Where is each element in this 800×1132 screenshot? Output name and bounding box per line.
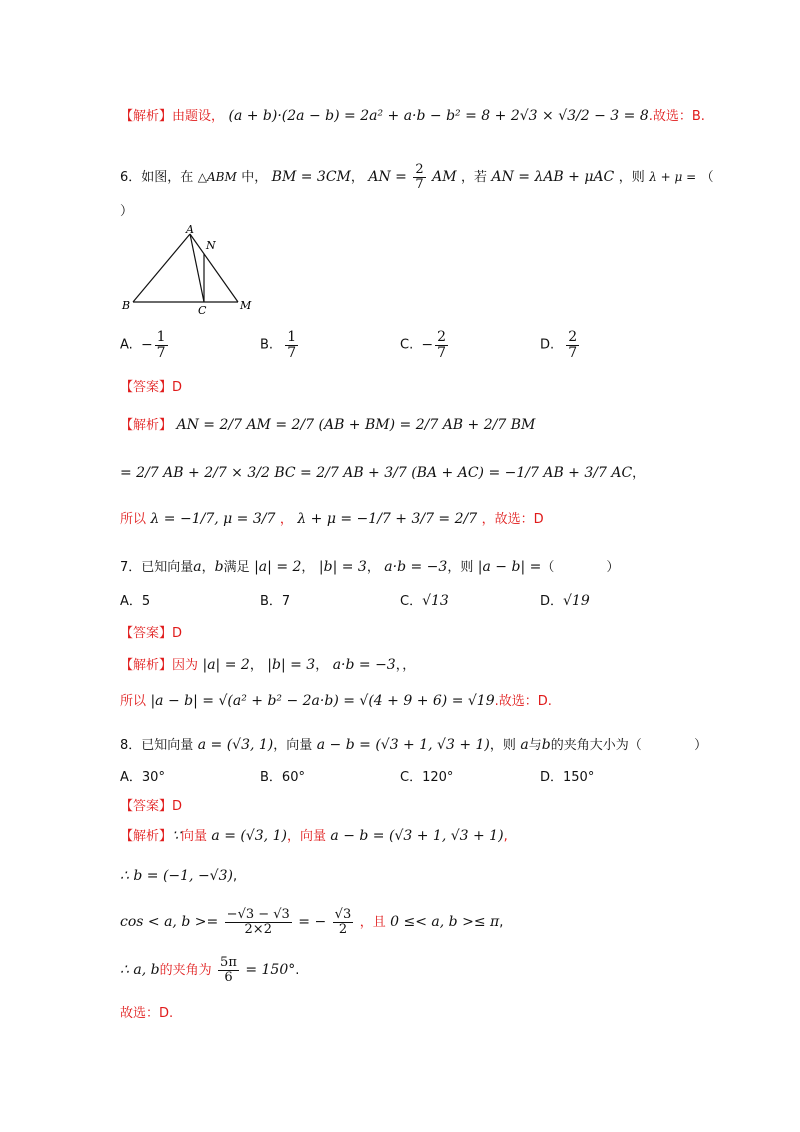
q8-option-c[interactable]: C．120°	[400, 770, 454, 785]
label-A: A	[186, 224, 194, 236]
q7-option-b[interactable]: B．7	[260, 594, 291, 609]
q6-answer: 【答案】D	[120, 380, 183, 395]
q6-triangle-figure	[118, 224, 258, 316]
q6-analysis-step1: 【解析】 AN = 2/7 AM = 2/7 (AB + BM) = 2/7 AB + 2/7 BM	[120, 417, 536, 433]
q8-option-b[interactable]: B．60°	[260, 770, 305, 785]
label-C: C	[198, 304, 207, 316]
label-B: B	[122, 299, 131, 312]
q8-option-a[interactable]: A．30°	[120, 770, 165, 785]
q5-analysis	[120, 105, 705, 124]
q6-analysis-step3: 所以 λ = −1/7, μ = 3/7 ， λ + μ = −1/7 + 3/7 = 2/7 ，故选：D	[120, 511, 544, 527]
q6-ask: λ + μ =	[649, 170, 697, 185]
analysis-intro: 由题设，	[172, 109, 225, 124]
q8-conclusion: 故选：D.	[120, 1006, 174, 1021]
q8-analysis-3: cos < a, b >= $\frac{-√3 - √3}{2\times 2}$ = − $\frac{√3}{2}$ ，且 0 ≤< a, b >≤ π,	[120, 907, 504, 937]
q6-option-d[interactable]: D. $\frac{2}{7}$	[540, 329, 578, 361]
q7-option-d[interactable]: D．√19	[540, 593, 590, 609]
q6-paren-close: ）	[120, 204, 134, 219]
q7-option-a[interactable]: A．5	[120, 594, 151, 609]
q7-answer: 【答案】D	[120, 626, 183, 641]
q6-triangle: △ABM	[197, 170, 237, 185]
q6-cond1: BM = 3CM	[271, 169, 351, 186]
q6-cond2: AN = $\frac{2}{7}$ AM	[368, 162, 457, 192]
q6-stem: 6．如图，在 △ABM 中， BM = 3CM， AN = $\frac{2}{7}$ AM ，若 AN = λAB + μAC ，则 λ + μ = （	[120, 162, 714, 192]
q5-conclusion: .故选：B.	[648, 109, 705, 124]
q6-cond3: AN = λAB + μAC	[491, 169, 615, 186]
label-N: N	[206, 239, 216, 252]
q8-analysis-2: ∴ b = (−1, −√3),	[120, 868, 238, 884]
q7-option-c[interactable]: C．√13	[400, 593, 449, 609]
q6-option-c[interactable]: C. − $\frac{2}{7}$	[400, 329, 447, 361]
q8-answer: 【答案】D	[120, 799, 183, 814]
q6-option-b[interactable]: B. $\frac{1}{7}$	[260, 329, 297, 361]
q8-option-d[interactable]: D．150°	[540, 770, 595, 785]
q8-analysis-4: ∴ a, b的夹角为 $\frac{5\pi}{6}$ = 150°.	[120, 955, 300, 985]
q7-analysis-2: 所以 |a − b| = √(a² + b² − 2a·b) = √(4 + 9 + 6) = √19.故选：D.	[120, 693, 552, 709]
q7-analysis-1: 【解析】因为 |a| = 2， |b| = 3， a·b = −3，，	[120, 657, 416, 673]
q5-expression: (a + b)·(2a − b) = 2a² + a·b − b² = 8 + 2√3 × √3/2 − 3 = 8	[228, 108, 649, 124]
q7-stem: 7．已知向量a，b满足 |a| = 2， |b| = 3， a·b = −3，则 |a − b| =（ ）	[120, 559, 620, 575]
label-M: M	[240, 299, 252, 312]
q8-analysis-1: 【解析】∵向量 a = (√3, 1)，向量 a − b = (√3 + 1, √3 + 1),	[120, 828, 508, 844]
q8-stem: 8．已知向量 a = (√3, 1)，向量 a − b = (√3 + 1, √3 + 1)，则 a与b的夹角大小为（ ）	[120, 737, 708, 753]
analysis-tag: 【解析】	[120, 109, 173, 124]
q6-analysis-step2: = 2/7 AB + 2/7 × 3/2 BC = 2/7 AB + 3/7 (BA + AC) = −1/7 AB + 3/7 AC，	[120, 465, 646, 481]
q6-option-a[interactable]: A. − $\frac{1}{7}$	[120, 329, 166, 361]
